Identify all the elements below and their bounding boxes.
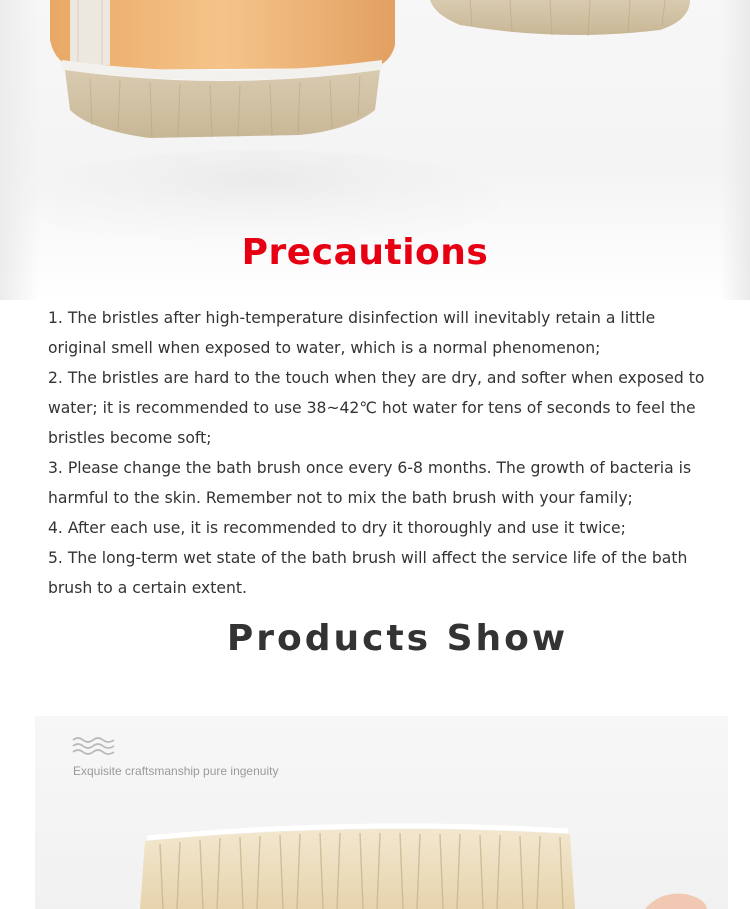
- precaution-item: 5. The long-term wet state of the bath brush will affect the service life of the bath brush to a certain extent.: [48, 549, 688, 597]
- products-show-card: [35, 716, 728, 909]
- bath-brush-image: [35, 716, 728, 909]
- precaution-item: 1. The bristles after high-temperature disinfection will inevitably retain a little original smell when exposed to water, which is a normal phenomenon;: [48, 309, 656, 357]
- precaution-item: 4. After each use, it is recommended to dry it thoroughly and use it twice;: [48, 519, 626, 537]
- precaution-item: 3. Please change the bath brush once every 6-8 months. The growth of bacteria is harmful to the skin. Remember not to mix the bath brush with your family;: [48, 459, 692, 507]
- products-show-tagline: Exquisite craftsmanship pure ingenuity: [73, 764, 279, 778]
- precautions-list: [48, 303, 708, 603]
- products-show-title: Products Show: [226, 618, 569, 659]
- precautions-title: Precautions: [241, 232, 489, 273]
- precaution-item: 2. The bristles are hard to the touch when they are dry, and softer when exposed to water; it is recommended to use 38~42℃ hot water for tens of seconds to feel the bristles become soft;: [48, 369, 705, 447]
